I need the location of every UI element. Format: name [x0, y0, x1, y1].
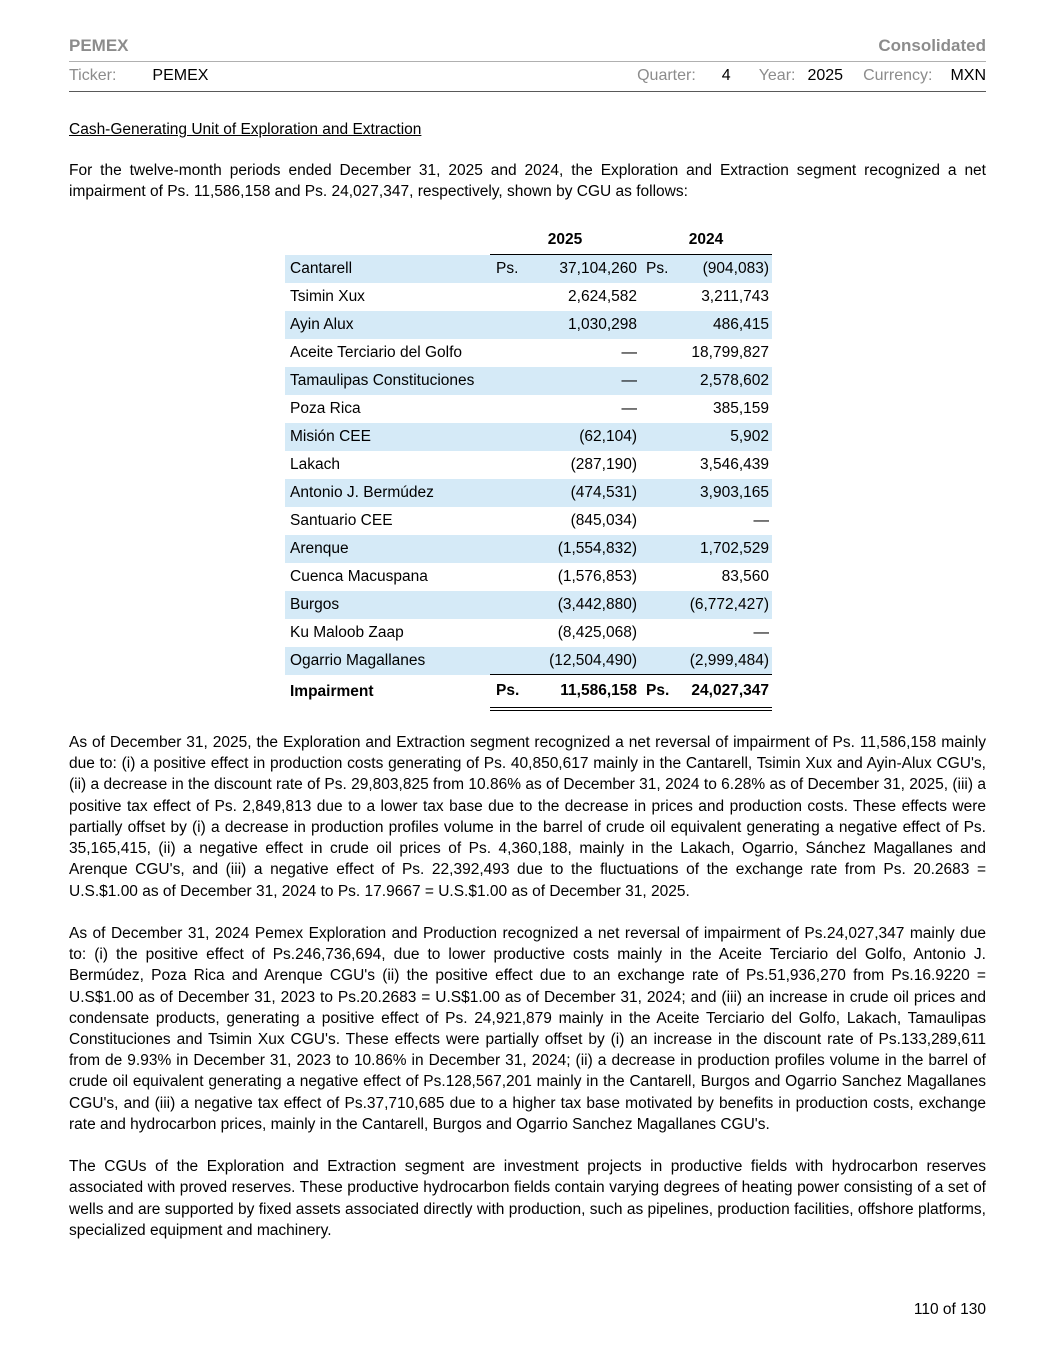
cell-currency-2024	[640, 339, 674, 367]
paragraph-2025-analysis: As of December 31, 2025, the Exploration and Extraction segment recognized a net reversal of impairment of Ps. 11,586,158 mainly due to: (i) a positive effect in production costs generating of Ps. 40,850,617 mainly in the Cantarell, Tsimin Xux and Ayin-Alux CGU's, (ii) a decrease in the discount rate of Ps. 29,803,825 from 10.86% as of December 31, 2024 to 6.28% as of December 31, 2025, (iii) a positive tax effect of Ps. 2,849,813 due to a lower tax base due to the decrease in prices and production costs. These effects were partially offset by (i) a decrease in production profiles volume in the barrel of crude oil equivalent generating a negative effect of Ps. 35,165,415, (ii) a negative effect in crude oil prices of Ps. 4,360,188, mainly in the Lakach, Ogarrio, Sánchez Magallanes and Arenque CGU's, and (iii) a negative effect of Ps. 22,392,493 due to the fluctuations of the exchange rate from Ps. 20.2683 = U.S.$1.00 as of December 31, 2024 to Ps. 17.9667 = U.S.$1.00 as of December 31, 2025.	[69, 733, 986, 900]
cell-currency-2024	[640, 283, 674, 311]
cell-value-2025: (1,554,832)	[524, 535, 640, 563]
cell-currency-2025	[490, 395, 524, 423]
cell-currency-2025	[490, 423, 524, 451]
cell-currency-2025	[490, 563, 524, 591]
page-number: 110 of 130	[913, 1301, 986, 1318]
row-label: Arenque	[285, 535, 490, 563]
year-value: 2025	[807, 67, 844, 84]
total-value-2025: 11,586,158	[524, 675, 640, 709]
cell-currency-2024	[640, 451, 674, 479]
cell-currency-2025	[490, 479, 524, 507]
row-label: Ku Maloob Zaap	[290, 623, 404, 641]
cell-currency-2024	[640, 647, 674, 675]
cell-currency-2024	[640, 395, 674, 423]
cell-currency-2024	[640, 563, 674, 591]
row-label: Santuario CEE	[290, 511, 393, 529]
row-label: Cuenca Macuspana	[290, 567, 428, 585]
cell-value-2024: 83,560	[721, 567, 769, 585]
cell-value-2025: (3,442,880)	[524, 591, 640, 619]
table-row	[285, 591, 772, 619]
cell-value-2025: —	[621, 343, 637, 361]
cell-value-2025: (287,190)	[570, 455, 637, 473]
table-row	[285, 339, 772, 367]
cgu-table-body	[285, 255, 772, 675]
total-currency-2025: Ps.	[490, 675, 524, 709]
cell-value-2024: (2,999,484)	[674, 647, 772, 675]
report-header	[69, 36, 986, 92]
cell-value-2024: 3,903,165	[674, 479, 772, 507]
row-label: Tamaulipas Constituciones	[285, 367, 490, 395]
currency-value: MXN	[950, 67, 986, 84]
total-row	[285, 675, 772, 709]
cell-value-2025: 37,104,260	[524, 255, 640, 283]
intro-paragraph: For the twelve-month periods ended December 31, 2025 and 2024, the Exploration and Extraction segment recognized a net impairment of Ps. 11,586,158 and Ps. 24,027,347, respectively, shown by CGU as follows:	[69, 162, 986, 201]
table-row	[285, 479, 772, 507]
paragraph-cgu-description: The CGUs of the Exploration and Extraction segment are investment projects in productive fields with hydrocarbon reserves associated with proved reserves. These productive hydrocarbon fields contain varying degrees of heating power consisting of a set of wells and are supported by fixed assets associated directly with production, such as pipelines, production facilities, offshore platforms, specialized equipment and machinery.	[69, 1158, 986, 1239]
report-type-text: Consolidated	[878, 36, 986, 55]
table-row	[285, 255, 772, 283]
cell-currency-2024	[640, 507, 674, 535]
cell-value-2024: 5,902	[674, 423, 772, 451]
cell-currency-2025	[490, 339, 524, 367]
cell-value-2025: (62,104)	[524, 423, 640, 451]
table-row	[285, 395, 772, 423]
total-currency-2024: Ps.	[640, 675, 674, 709]
cell-currency-2025	[490, 283, 524, 311]
col-header-2025: 2025	[490, 229, 640, 255]
row-label: Tsimin Xux	[290, 287, 365, 305]
table-row	[285, 619, 772, 647]
table-row	[285, 451, 772, 479]
cell-currency-2024	[640, 367, 674, 395]
currency-label: Currency:	[863, 67, 933, 84]
row-label: Misión CEE	[285, 423, 490, 451]
cell-value-2025: (474,531)	[524, 479, 640, 507]
cell-currency-2025	[490, 647, 524, 675]
table-row	[285, 283, 772, 311]
cell-value-2024: 486,415	[674, 311, 772, 339]
cell-currency-2024	[640, 619, 674, 647]
cell-value-2024: (904,083)	[674, 255, 772, 283]
total-value-2024: 24,027,347	[674, 675, 772, 709]
table-row	[285, 535, 772, 563]
cell-currency-2025	[490, 451, 524, 479]
paragraph-2024-analysis: As of December 31, 2024 Pemex Exploration and Production recognized a net reversal of impairment of Ps.24,027,347 mainly due to: (i) the positive effect of Ps.246,736,694, due to lower productive costs mainly in the Aceite Terciario del Golfo, Antonio J. Bermúdez, Poza Rica and Arenque CGU's (ii) the positive effect due to an exchange rate of Ps.51,936,270 from Ps.16.9220 = U.S$1.00 as of December 31, 2023 to Ps.20.2683 = U.S$1.00 as of December 31, 2024; and (iii) an increase in crude oil prices and condensate products, generating a positive effect of Ps. 24,921,879 mainly in the Aceite Terciario del Golfo, Lakach, Tamaulipas Constituciones and Tsimin Xux CGU's. These effects were partially offset by (i) an increase in the discount rate of Ps.133,289,611 from de 9.93% in December 31, 2023 to 10.86% in December 31, 2024; (ii) a decrease in production profiles volume in the barrel of crude oil equivalent generating a negative effect of Ps.128,567,201 mainly in the Cantarell, Burgos and Ogarrio Sanchez Magallanes CGU's, and (iii) a negative tax effect of Ps.37,710,685 due to a higher tax base motivated by benefits in production costs, exchange rate and hydrocarbon prices, mainly in the Cantarell, Burgos and Ogarrio Sanchez Magallanes CGU's.	[69, 924, 986, 1133]
document-body	[69, 121, 986, 1241]
cell-value-2025: 2,624,582	[568, 287, 637, 305]
year-label: Year:	[758, 67, 796, 84]
ticker-value: PEMEX	[152, 67, 209, 84]
cell-value-2024: 3,546,439	[700, 455, 769, 473]
table-row	[285, 647, 772, 675]
table-header-row	[285, 229, 772, 255]
cell-value-2024: (6,772,427)	[674, 591, 772, 619]
row-label: Antonio J. Bermúdez	[285, 479, 490, 507]
cell-currency-2025	[490, 507, 524, 535]
cell-value-2025: (8,425,068)	[557, 623, 637, 641]
cell-value-2025: (12,504,490)	[524, 647, 640, 675]
cell-currency-2024	[640, 479, 674, 507]
quarter-value: 4	[721, 67, 731, 84]
cell-currency-2025	[490, 535, 524, 563]
table-row	[285, 563, 772, 591]
cell-value-2025: —	[524, 367, 640, 395]
cell-currency-2024	[640, 591, 674, 619]
cell-value-2024: —	[753, 623, 769, 641]
row-label: Aceite Terciario del Golfo	[290, 343, 463, 361]
brand-text: PEMEX	[69, 36, 129, 55]
blank-header-cell	[285, 229, 490, 255]
table-row	[285, 311, 772, 339]
cell-value-2024: 3,211,743	[701, 287, 769, 305]
cell-currency-2025	[490, 367, 524, 395]
ticker-row	[69, 62, 986, 92]
row-label: Ogarrio Magallanes	[285, 647, 490, 675]
cell-value-2024: —	[753, 511, 769, 529]
row-label: Burgos	[285, 591, 490, 619]
cell-value-2024: 1,702,529	[674, 535, 772, 563]
cell-currency-2025	[490, 619, 524, 647]
cell-currency-2024	[640, 535, 674, 563]
cell-value-2025: —	[621, 399, 637, 417]
row-label: Lakach	[290, 455, 340, 473]
row-label: Poza Rica	[290, 399, 361, 417]
quarter-label: Quarter:	[637, 67, 696, 84]
cell-currency-2025	[490, 311, 524, 339]
col-header-2024: 2024	[640, 229, 772, 255]
brand-row	[69, 36, 986, 62]
cgu-impairment-table	[285, 229, 772, 711]
ticker-label: Ticker:	[69, 67, 117, 84]
cell-value-2024: 2,578,602	[674, 367, 772, 395]
row-label: Ayin Alux	[285, 311, 490, 339]
cell-currency-2024	[640, 311, 674, 339]
cell-value-2025: 1,030,298	[524, 311, 640, 339]
cell-currency-2025: Ps.	[490, 255, 524, 283]
table-row	[285, 423, 772, 451]
cell-value-2025: (1,576,853)	[557, 567, 637, 585]
cell-currency-2024: Ps.	[640, 255, 674, 283]
cell-currency-2025	[490, 591, 524, 619]
table-row	[285, 367, 772, 395]
cell-value-2024: 18,799,827	[691, 343, 769, 361]
cell-value-2025: (845,034)	[570, 511, 637, 529]
total-label: Impairment	[290, 682, 374, 700]
row-label: Cantarell	[285, 255, 490, 283]
cell-value-2024: 385,159	[712, 399, 769, 417]
section-title: Cash-Generating Unit of Exploration and Extraction	[69, 121, 422, 138]
cell-currency-2024	[640, 423, 674, 451]
table-row	[285, 507, 772, 535]
